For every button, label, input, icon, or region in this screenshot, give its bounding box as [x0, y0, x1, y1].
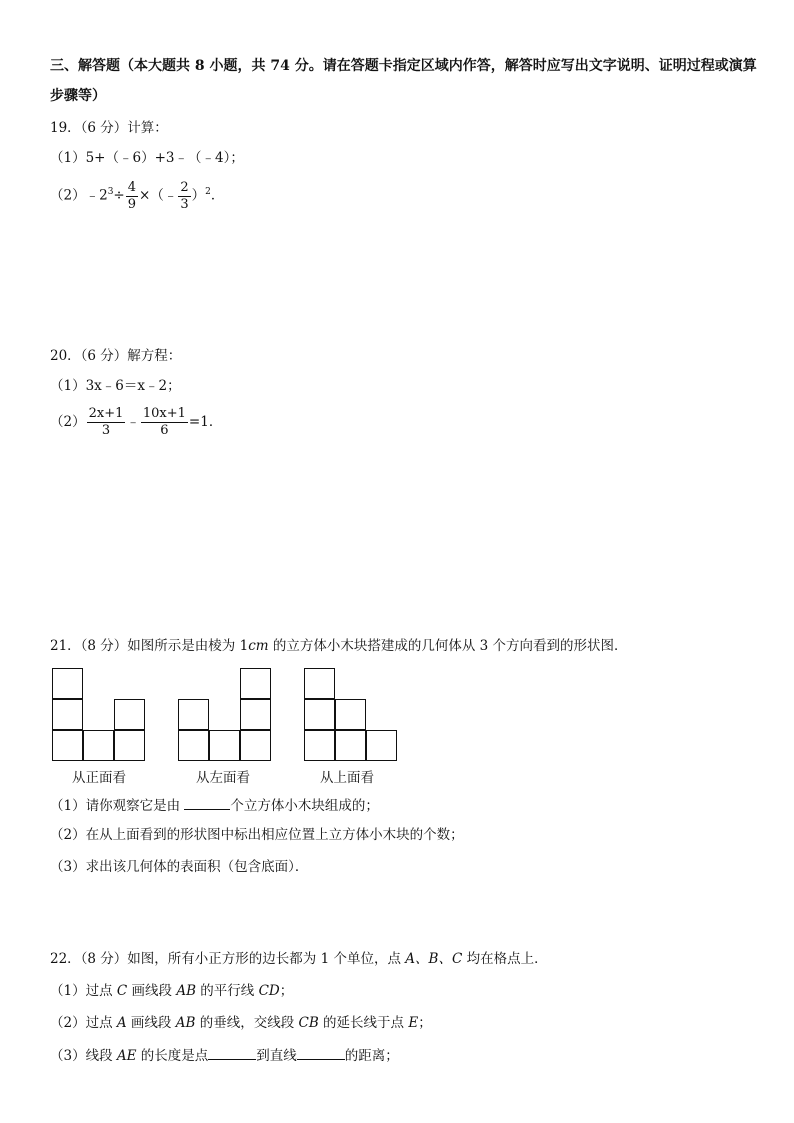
top-view-label: 从上面看	[320, 770, 374, 786]
top-view-cell	[304, 730, 335, 761]
top-view-cell	[304, 668, 335, 699]
section-heading-line1: 三、解答题（本大题共 8 小题，共 74 分。请在答题卡指定区域内作答，解答时应写出文字说明、证明过程或演算	[50, 58, 757, 74]
left-view-cell	[209, 730, 240, 761]
front-view-cell	[114, 699, 145, 730]
front-view-cell	[52, 699, 83, 730]
q22-title: 22．（8 分）如图，所有小正方形的边长都为 1 个单位，点 A、B、C 均在格点上．	[50, 951, 548, 967]
left-view-cell	[240, 668, 271, 699]
q19-p2-suffix: ）	[191, 187, 206, 204]
q22-part3: （3）线段 AE 的长度是点 到直线 的距离；	[50, 1045, 399, 1066]
left-view-cell	[178, 699, 209, 730]
q19-p2-prefix: （2）﹣2	[50, 187, 108, 204]
left-view-cell	[240, 730, 271, 761]
q19-part1: （1）5+（﹣6）+3﹣（﹣4）；	[50, 150, 244, 166]
section-heading-line2: 步骤等）	[50, 88, 106, 104]
answer-blank[interactable]	[208, 1045, 256, 1060]
q21-part1: （1）请你观察它是由 个立方体小木块组成的；	[50, 795, 379, 816]
left-view-cell	[178, 730, 209, 761]
q22-part1: （1）过点 C 画线段 AB 的平行线 CD；	[50, 983, 294, 999]
q20-part1: （1）3x﹣6＝x﹣2；	[50, 378, 181, 394]
q20-fraction-1: $\frac{2x+1}{3}$	[88, 406, 124, 438]
q21-title: 21．（8 分）如图所示是由棱为 1cm 的立方体小木块搭建成的几何体从 3 个方向看到的形状图．	[50, 638, 628, 654]
answer-blank[interactable]	[297, 1045, 345, 1060]
top-view-cell	[335, 699, 366, 730]
front-view-cell	[83, 730, 114, 761]
q19-p2-mid: ×（﹣	[139, 187, 178, 204]
answer-blank[interactable]	[184, 795, 230, 810]
left-view-label: 从左面看	[196, 770, 250, 786]
q21-part3: （3）求出该几何体的表面积（包含底面）．	[50, 859, 309, 875]
q21-part2: （2）在从上面看到的形状图中标出相应位置上立方体小木块的个数；	[50, 827, 464, 843]
front-view-cell	[114, 730, 145, 761]
q20-fraction-2: $\frac{10x+1}{6}$	[142, 406, 186, 438]
q19-fraction-1: $\frac{4}{9}$	[127, 179, 137, 212]
q19-part2: $(2)﹣2^3\div$ $\frac{4}{9}$ ×（﹣ $\frac{2}{3}$ ）$^2$．	[50, 179, 225, 212]
front-view-cell	[52, 730, 83, 761]
top-view-cell	[335, 730, 366, 761]
left-view-cell	[240, 699, 271, 730]
q20-title: 20．（6 分）解方程：	[50, 348, 182, 364]
q19-fraction-2: $\frac{2}{3}$	[180, 179, 189, 212]
top-view-cell	[304, 699, 335, 730]
q22-part2: （2）过点 A 画线段 AB 的垂线，交线段 CB 的延长线于点 E；	[50, 1015, 432, 1031]
front-view-cell	[52, 668, 83, 699]
top-view-cell	[366, 730, 397, 761]
q19-title: 19．（6 分）计算：	[50, 120, 168, 136]
q20-part2: （2） $\frac{2x+1}{3}$ ﹣ $\frac{10x+1}{6}$ =1．	[50, 406, 223, 438]
front-view-label: 从正面看	[72, 770, 126, 786]
q19-p2-div: ÷	[113, 187, 125, 204]
q19-p2-exponent: 3	[107, 187, 114, 197]
q19-p2-exponent-2: 2	[205, 187, 211, 197]
